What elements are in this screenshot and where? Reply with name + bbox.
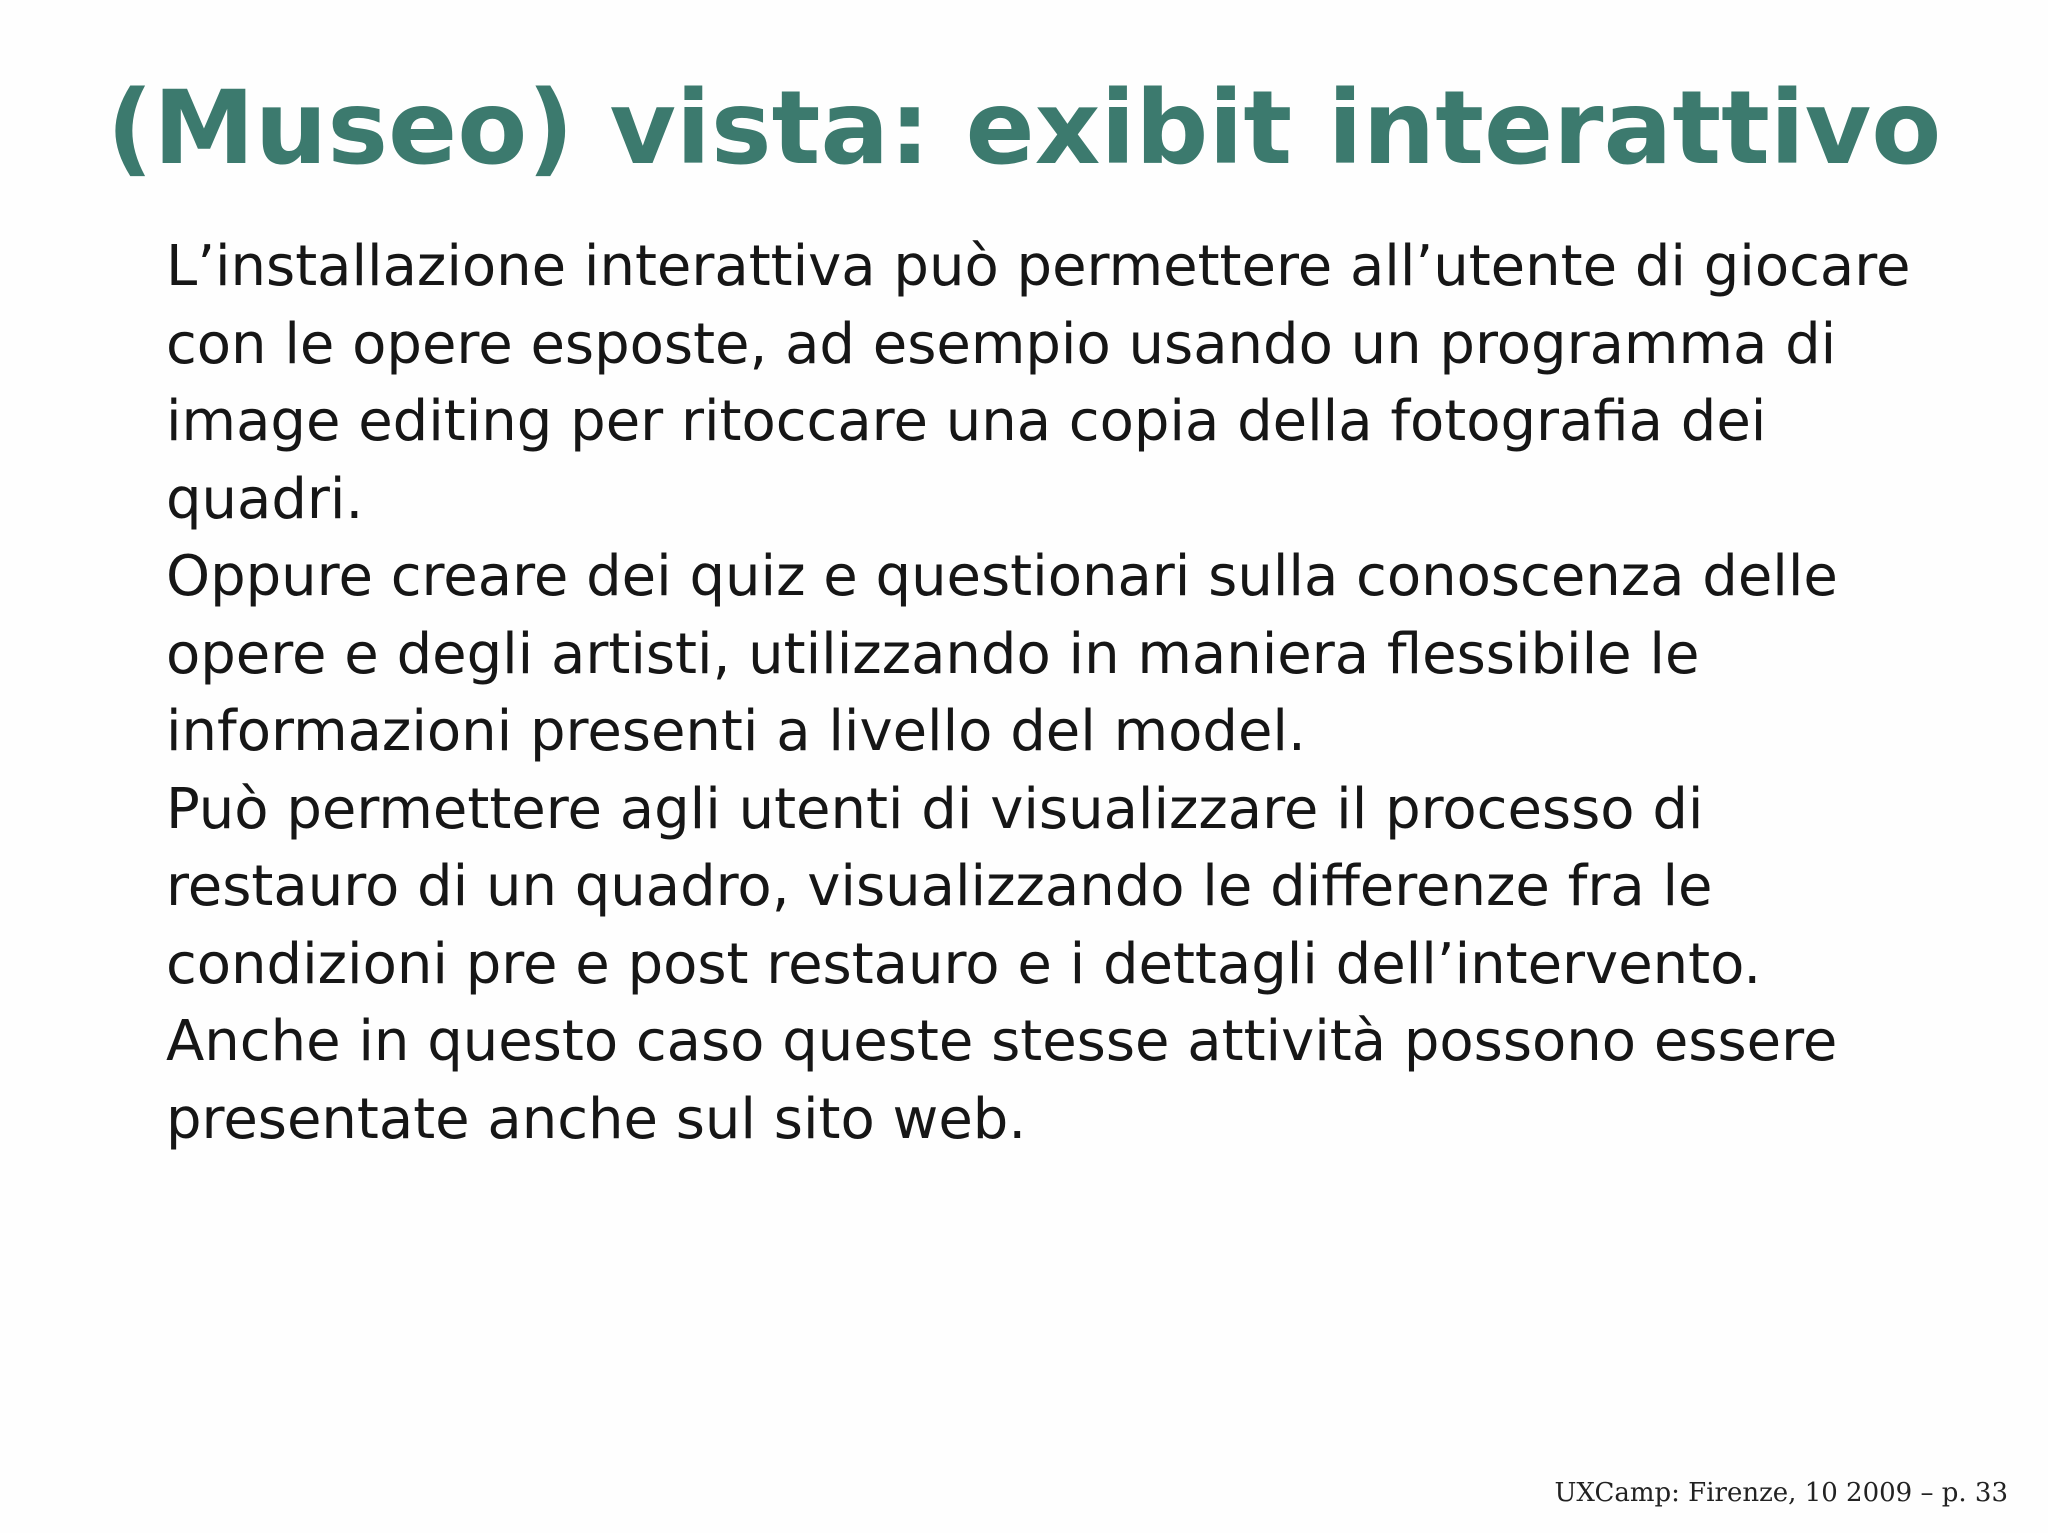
body-line: Oppure creare dei quiz e questionari sulla conoscenza delle bbox=[166, 544, 1838, 609]
body-line: L’installazione interattiva può permettere all’utente di giocare bbox=[166, 234, 1911, 299]
body-line: opere e degli artisti, utilizzando in maniera flessibile le bbox=[166, 621, 1700, 687]
body-line: condizioni pre e post restauro e i dettagli dell’intervento. bbox=[166, 931, 1762, 997]
body-line: restauro di un quadro, visualizzando le differenze fra le bbox=[166, 854, 1713, 919]
body-line: image editing per ritoccare una copia della fotografia dei bbox=[166, 389, 1767, 454]
body-line: Anche in questo caso queste stesse attività possono essere bbox=[166, 1009, 1838, 1074]
slide-footer: UXCamp: Firenze, 10 2009 – p. 33 bbox=[1554, 1478, 2008, 1508]
body-line: presentate anche sul sito web. bbox=[166, 1086, 1027, 1152]
slide-body bbox=[166, 228, 1911, 1158]
body-line: informazioni presenti a livello del model. bbox=[166, 699, 1306, 764]
body-line: Può permettere agli utenti di visualizzare il processo di bbox=[166, 776, 1704, 842]
body-line: quadri. bbox=[166, 466, 364, 532]
slide-title: (Museo) vista: exibit interattivo bbox=[106, 69, 1942, 188]
body-line: con le opere esposte, ad esempio usando un programma di bbox=[166, 311, 1837, 377]
